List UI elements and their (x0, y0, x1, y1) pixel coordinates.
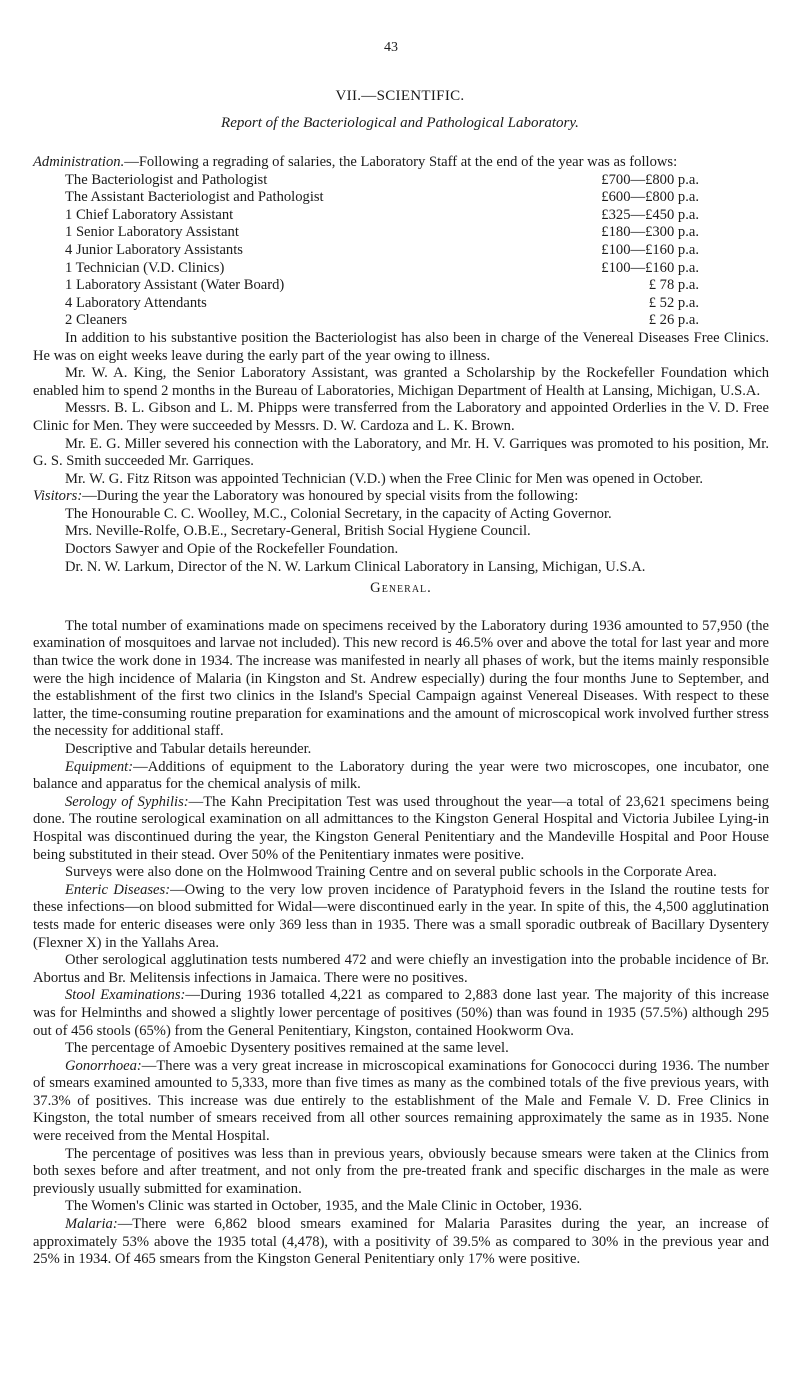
paragraph (33, 741, 769, 759)
staff-row (65, 207, 699, 225)
paragraph-text: —During 1936 totalled 4,221 as compared to 2,883 done last year. The majority of this increase was for Helminths and showed a slightly lower percentage of positives (50%) than was found in 1935 (57.5%) although 295 out of 456 stools (65%) from the General Penitentiary, Kingston, contained Hookworm Ova. (33, 987, 769, 1039)
staff-role: 1 Chief Laboratory Assistant (65, 206, 234, 223)
staff-row (65, 189, 699, 207)
staff-salary-table (65, 172, 699, 330)
paragraph (33, 1198, 769, 1216)
visitor-item: Dr. N. W. Larkum, Director of the N. W. Larkum Clinical Laboratory in Lansing, Michigan, U.S.A. (65, 558, 646, 575)
paragraph-text: —Additions of equipment to the Laboratory during the year were two microscopes, one incubator, one balance and apparatus for the chemical analysis of milk. (33, 758, 769, 793)
paragraph-text: The percentage of Amoebic Dysentery positives remained at the same level. (65, 1040, 509, 1057)
staff-salary: £ 78 p.a. (648, 277, 699, 294)
staff-row (65, 172, 699, 190)
visitor-item: Doctors Sawyer and Opie of the Rockefeller Foundation. (65, 541, 399, 558)
administration-intro-text: —Following a regrading of salaries, the Laboratory Staff at the end of the year was as follows: (124, 154, 678, 170)
paragraph-lead: Equipment: (65, 758, 134, 775)
staff-role: 4 Laboratory Attendants (65, 294, 207, 311)
staff-role: 1 Laboratory Assistant (Water Board) (65, 277, 285, 294)
paragraph: Mr. W. A. King, the Senior Laboratory Assistant, was granted a Scholarship by the Rockefeller Foundation which enabled him to spend 2 months in the Bureau of Laboratories, Michigan Department of Health at Lansing, Michigan, U.S.A. (33, 365, 769, 399)
paragraph (33, 987, 769, 1040)
paragraph-text: —There was a very great increase in microscopical examinations for Gonococci during 1936. The number of smears examined amounted to 5,333, more than five times as many as the combined totals of the five previous years, with 37.3% of positives. This increase was due entirely to the establishment of the Male and Female V. D. Free Clinics in Kingston, the total number of smears received from all other sources remaining approximately the same as in 1935. None were received from the Mental Hospital. (33, 1057, 769, 1145)
paragraph: In addition to his substantive position the Bacteriologist has also been in charge of the Venereal Diseases Free Clinics. He was on eight weeks leave during the early part of the year owing to illness. (33, 329, 769, 364)
paragraph-lead: Stool Examinations: (65, 987, 186, 1004)
staff-salary: £325—£450 p.a. (601, 206, 699, 223)
paragraph (33, 1216, 769, 1269)
paragraph (33, 794, 769, 864)
staff-salary: £100—£160 p.a. (601, 259, 699, 276)
paragraph-text: The percentage of positives was less than in previous years, obviously because smears were taken at the Clinics from both sexes before and after treatment, and not only from the pre-treated frank and specific discharges in the male as were previously usually submitted for examination. (33, 1145, 769, 1197)
paragraph (33, 1146, 769, 1199)
general-heading: General. (370, 580, 432, 597)
paragraph (33, 618, 769, 741)
staff-row (65, 260, 699, 278)
staff-salary: £600—£800 p.a. (601, 189, 699, 206)
administration-intro (33, 154, 769, 172)
staff-row (65, 224, 699, 242)
paragraph (33, 952, 769, 987)
paragraph (33, 882, 769, 952)
paragraph-lead: Enteric Diseases: (65, 881, 171, 898)
staff-role: 1 Technician (V.D. Clinics) (65, 259, 225, 276)
page-number: 43 (384, 40, 398, 55)
staff-salary: £100—£160 p.a. (601, 241, 699, 258)
staff-row (65, 242, 699, 260)
paragraph-text: —The Kahn Precipitation Test was used throughout the year—a total of 23,621 specimens being done. The routine serological examination on all admittances to the Kingston General Hospital and Victoria Jubilee Lying-in Hospital was discontinued during the year, the Kingston General Penitentiary and the Mandeville Hospital and Poor House being substituted in their stead. Over 50% of the Penitentiary inmates were positive. (33, 793, 769, 863)
paragraph-lead: Gonorrhoea: (65, 1057, 142, 1074)
paragraph (33, 759, 769, 794)
staff-salary: £180—£300 p.a. (601, 224, 699, 241)
paragraph-text: Surveys were also done on the Holmwood Training Centre and on several public schools in the Corporate Area. (65, 864, 717, 881)
paragraph-text: The total number of examinations made on specimens received by the Laboratory during 1936 amounted to 57,950 (the examination of mosquitoes and larvae not included). This new record is 46.5% over and above the total for last year and more than twice the work done in 1934. The increase was manifested in nearly all phases of work, but the items mainly responsible were the high incidence of Malaria (in Kingston and St. Andrew especially) during the four months June to September, and the establishment of the first two clinics in the Island's Special Campaign against Venereal Diseases. With respect to these latter, the time-consuming routine preparation for examinations and the amount of microscopical work involved further stress the necessity for additional staff. (33, 617, 769, 740)
staff-salary: £ 52 p.a. (648, 294, 699, 311)
paragraph-text: Other serological agglutination tests numbered 472 and were chiefly an investigation into the probable incidence of Br. Abortus and Br. Melitensis infections in Jamaica. There were no positives. (33, 952, 769, 986)
paragraph-text: —There were 6,862 blood smears examined for Malaria Parasites during the year, an increase of approximately 53% above the 1935 total (4,478), with a positivity of 39.5% as compared to 30% in the previous year and 25% in 1934. Of 465 smears from the Kingston General Penitentiary only 17% were positive. (33, 1216, 769, 1268)
visitors-intro-text: —During the year the Laboratory was honoured by special visits from the following: (82, 488, 579, 505)
paragraph: Mr. W. G. Fitz Ritson was appointed Technician (V.D.) when the Free Clinic for Men was opened in October. (65, 470, 704, 487)
paragraph (33, 1058, 769, 1146)
administration-lead: Administration. (33, 154, 125, 170)
report-title: Report of the Bacteriological and Pathological Laboratory. (221, 115, 579, 131)
paragraph (33, 1040, 769, 1058)
paragraph: Mr. E. G. Miller severed his connection with the Laboratory, and Mr. H. V. Garriques was promoted to his position, Mr. G. S. Smith succeeded Mr. Garriques. (33, 435, 769, 470)
paragraph: Messrs. B. L. Gibson and L. M. Phipps were transferred from the Laboratory and appointed Orderlies in the V. D. Free Clinic for Men. They were succeeded by Messrs. D. W. Cardoza and L. K. Brown. (33, 400, 769, 434)
paragraph-text: Descriptive and Tabular details hereunder. (65, 741, 312, 757)
staff-salary: £ 26 p.a. (648, 312, 699, 329)
report-body (33, 154, 769, 1269)
paragraph-lead: Malaria: (65, 1216, 118, 1233)
staff-row (65, 295, 699, 313)
staff-role: 4 Junior Laboratory Assistants (65, 241, 243, 258)
staff-salary: £700—£800 p.a. (601, 171, 699, 188)
visitors-lead: Visitors: (33, 488, 83, 505)
paragraph (33, 864, 769, 882)
staff-role: 1 Senior Laboratory Assistant (65, 224, 239, 241)
staff-row (65, 312, 699, 330)
section-heading: VII.—SCIENTIFIC. (335, 88, 465, 104)
visitors-intro (33, 488, 769, 506)
paragraph-text: The Women's Clinic was started in October, 1935, and the Male Clinic in October, 1936. (65, 1198, 583, 1215)
paragraph-text: —Owing to the very low proven incidence of Paratyphoid fevers in the Island the routine tests for these infections—on blood submitted for Widal—were discontinued early in the year. In spite of this, the 4,500 agglutination tests made for enteric diseases were only 369 less than in 1935. There was a small sporadic outbreak of Bacillary Dysentery (Flexner X) in the Yallahs Area. (33, 881, 769, 951)
staff-role: The Assistant Bacteriologist and Pathologist (65, 189, 324, 206)
staff-role: The Bacteriologist and Pathologist (65, 171, 268, 188)
staff-role: 2 Cleaners (65, 312, 128, 329)
visitor-item: The Honourable C. C. Woolley, M.C., Colonial Secretary, in the capacity of Acting Governor. (65, 505, 612, 522)
paragraph-lead: Serology of Syphilis: (65, 793, 189, 810)
staff-row (65, 277, 699, 295)
visitor-item: Mrs. Neville-Rolfe, O.B.E., Secretary-General, British Social Hygiene Council. (65, 523, 531, 540)
